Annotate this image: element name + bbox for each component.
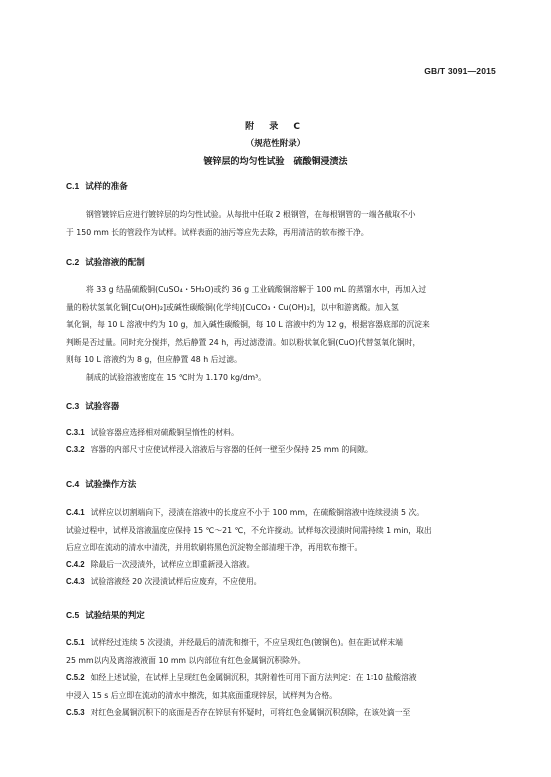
text-line: 中浸入 15 s 后立即在流动的清水中擦洗，如其底面重现锌层，试样判为合格。 (66, 690, 337, 700)
annex-normative-label: （规范性附录） (245, 139, 306, 149)
subsection-c4-3 (66, 573, 486, 591)
text-line: 除最后一次浸渍外，试样应立即重新浸入溶液。 (90, 560, 255, 569)
section-number: C.4 (66, 479, 80, 489)
text-line: 钢管镀锌后应进行镀锌层的均匀性试验。从每批中任取 2 根钢管，在每根钢管的一端各截取不小 (86, 210, 416, 219)
text-line: 试样应以切割端向下，浸渍在溶液中的长度应不小于 100 mm，在硫酸铜溶液中连续浸渍 5 次。 (90, 508, 425, 517)
text-line: 试样经过连续 5 次浸渍，并经最后的清洗和擦干，不应呈现红色(镀铜色)。但在距试样末端 (90, 638, 403, 647)
text-line: 将 33 g 结晶硫酸铜(CuSO₄・5H₂O)或约 36 g 工业硫酸铜溶解于 100 mL 的蒸馏水中，再加入过 (86, 285, 427, 294)
section-number: C.1 (66, 181, 80, 191)
subsection-number: C.4.1 (66, 508, 85, 517)
section-title: 试样的准备 (85, 182, 128, 192)
subsection-number: C.4.2 (66, 560, 85, 569)
section-title: 试验溶液的配制 (85, 258, 145, 268)
text-line: 量的粉状氢氧化铜[Cu(OH)₂]或碱性碳酸铜(化学纯)[CuCO₃・Cu(OH)₂]，以中和游离酸。加入氢 (66, 302, 399, 312)
section-heading-c1 (66, 180, 128, 192)
subsection-number: C.5.1 (66, 638, 85, 647)
subsection-number: C.3.1 (66, 428, 85, 437)
text-line: 如经上述试验，在试样上呈现红色金属铜沉积，其附着性可用下面方法判定：在 1∶10 盐酸溶液 (90, 673, 417, 682)
subsection-c5-1 (66, 634, 486, 669)
subsection-number: C.3.2 (66, 445, 85, 454)
section-title: 试验容器 (85, 402, 120, 412)
section-heading-c2 (66, 256, 145, 268)
text-line: 容器的内部尺寸应使试样浸入溶液后与容器的任何一壁至少保持 25 mm 的间隙。 (90, 445, 373, 454)
text-line: 试验过程中，试样及溶液温度应保持 15 ℃～21 ℃，不允许搅动。试样每次浸渍时间需持续 1 min，取出 (66, 525, 432, 535)
section-title: 试验结果的判定 (85, 611, 145, 621)
text-line: 则每 10 L 溶液约为 8 g，但应静置 48 h 后过滤。 (66, 355, 242, 364)
subsection-c3-1 (66, 424, 486, 442)
subsection-c4-1 (66, 504, 486, 557)
subsection-number: C.5.2 (66, 673, 85, 682)
subsection-c5-3 (66, 704, 486, 722)
section-number: C.5 (66, 610, 80, 620)
subsection-c5-2 (66, 669, 486, 704)
section-c2-paragraph (66, 281, 486, 386)
text-line: 试验容器应选择相对硫酸铜呈惰性的材料。 (90, 428, 239, 437)
section-number: C.3 (66, 401, 80, 411)
text-line: 后应立即在流动的清水中清洗，并用软刷将黑色沉淀物全部清理干净，再用软布擦干。 (66, 543, 363, 552)
text-line: 判断是否过量。同时充分搅拌，然后静置 24 h，再过滤澄清。如以粉状氧化铜(CuO)代替氢氧化铜时， (66, 337, 421, 347)
text-line: 制成的试验溶液密度在 15 ℃时为 1.170 kg/dm³。 (86, 372, 267, 382)
standard-code: GB/T 3091—2015 (424, 66, 496, 76)
annex-title: 附 录 C (245, 122, 306, 132)
subsection-c3-2 (66, 441, 486, 459)
subsection-number: C.5.3 (66, 708, 85, 717)
subsection-c4-2 (66, 556, 486, 574)
text-line: 对红色金属铜沉积下的底面是否存在锌层有怀疑时，可将红色金属铜沉积刮除，在该处滴一至 (90, 708, 411, 717)
section-c1-paragraph (66, 206, 486, 241)
section-heading-c3 (66, 400, 119, 412)
text-line: 试验溶液经 20 次浸渍试样后应废弃，不应使用。 (90, 577, 262, 586)
section-number: C.2 (66, 257, 80, 267)
text-line: 氧化铜，每 10 L 溶液中约为 10 g，加入碱性碳酸铜，每 10 L 溶液中约为 12 g，根据容器底部的沉淀来 (66, 320, 430, 329)
subsection-number: C.4.3 (66, 577, 85, 586)
section-title: 试验操作方法 (85, 480, 137, 490)
section-heading-c5 (66, 609, 145, 621)
text-line: 于 150 mm 长的管段作为试样。试样表面的油污等应先去除，再用清洁的软布擦干净。 (66, 227, 369, 237)
text-line: 25 mm以内及离溶液液面 10 mm 以内部位有红色金属铜沉积除外。 (66, 655, 306, 665)
annex-subtitle: 镀锌层的均匀性试验 硫酸铜浸渍法 (203, 157, 348, 167)
section-heading-c4 (66, 478, 136, 490)
